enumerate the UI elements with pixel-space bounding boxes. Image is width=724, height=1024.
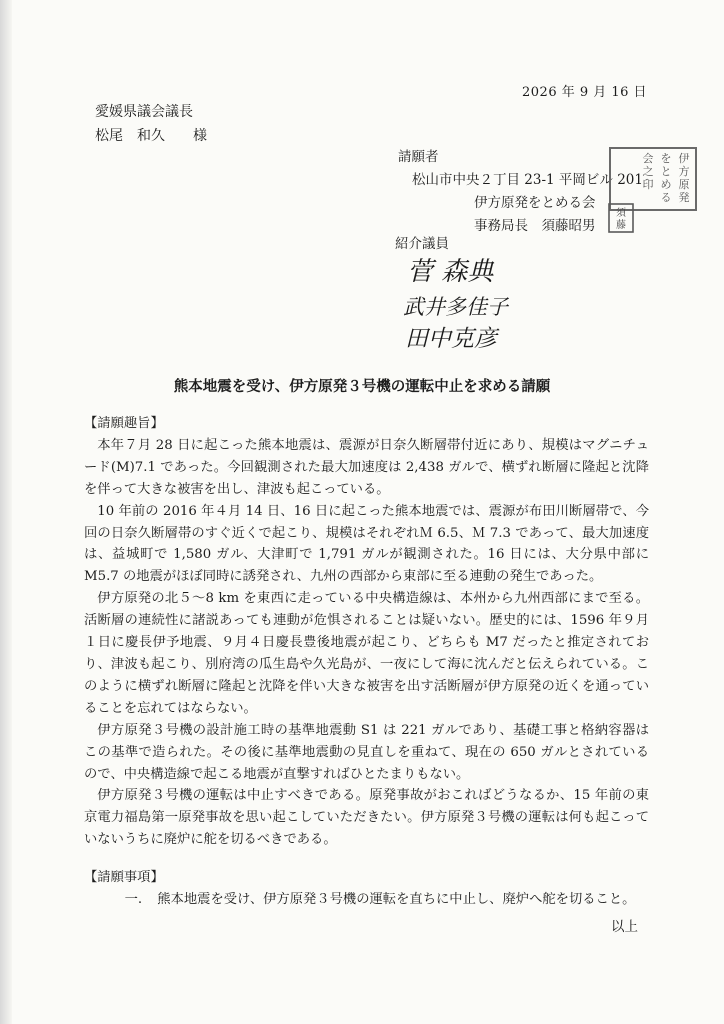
recipient-title: 愛媛県議会議長 [95,104,193,120]
document-date: 2026 年 9 月 16 日 [522,85,648,100]
signature-1: 菅 森典 [407,257,494,287]
svg-text:方: 方 [678,165,690,178]
petition-item [84,889,649,911]
svg-text:め: め [660,178,672,191]
petition-title: 熊本地震を受け、伊方原発３号機の運転中止を求める請願 [173,379,551,395]
svg-text:る: る [660,191,672,204]
handwritten-signatures [395,242,565,362]
items-heading: 【請願事項】 [84,870,164,886]
purpose-paragraph: 伊方原発３号機の運転は中止すべきである。原発事故がおこればどうなるか、15 年前の東京電力福島第一原発事故を思い起こしていただきたい。伊方原発３号機の運転は何も起こっていないうちに廃炉に舵を切るべきである。 [84,788,649,848]
item-number: 一. [124,892,143,908]
scan-edge-shadow [0,0,12,1024]
signature-2: 武井多佳子 [403,295,508,319]
purpose-paragraph: 伊方原発３号機の設計施工時の基準地震動 S1 は 221 ガルであり、基礎工事と格納容器はこの基準で造られた。その後に基準地震動の見直しを重ねて、現在の 650 ガルとされているので、中央構造線で起こる地震が直撃すればひとたまりもない。 [84,722,649,782]
petitioner-label: 請願者 [398,149,439,165]
introducer-label: 紹介議員 [395,236,449,252]
svg-text:藤: 藤 [616,220,626,231]
item-text: 熊本地震を受け、伊方原発３号機の運転を直ちに中止し、廃炉へ舵を切ること。 [157,892,636,908]
petition-body [84,413,649,911]
svg-text:発: 発 [678,191,690,204]
svg-text:須: 須 [616,208,626,219]
purpose-heading: 【請願趣旨】 [84,416,164,431]
svg-text:原: 原 [678,178,690,191]
petitioner-representative: 事務局長 須藤昭男 [474,218,596,234]
organization-seal [602,146,700,242]
signature-3: 田中克彦 [405,326,497,352]
introducer-block [395,232,508,352]
petitioner-address: 松山市中央２丁目 23-1 平岡ビル 201 [412,172,643,188]
recipient-name: 松尾 和久 様 [95,128,207,144]
svg-text:伊: 伊 [678,152,690,165]
svg-text:会: 会 [642,152,654,165]
recipient-block [95,100,207,148]
purpose-paragraph: 10 年前の 2016 年４月 14 日、16 日に起こった熊本地震では、震源が布田川断層帯で、今回の日奈久断層帯のすぐ近くで起こり、規模はそれぞれＭ 6.5、Ｍ 7.3 であって、最大加速度は、益城町で 1,580 ガル、大津町で 1,791 ガルが観測された。16 日には、大分県中部に M5.7 の地震がほぼ同時に誘発され、九州の西部から東部に至る連動の発生であった。 [84,503,649,585]
svg-text:と: と [660,165,672,178]
closing-mark: 以上 [611,919,638,935]
purpose-paragraph: 本年７月 28 日に起こった熊本地震は、震源が日奈久断層帯付近にあり、規模はマグニチュード(M)7.1 であった。今回観測された最大加速度は 2,438 ガルで、横ずれ断層に隆起と沈降を伴って大きな被害を出し、津波も起こっている。 [84,437,649,497]
purpose-paragraph: 伊方原発の北５～8 km を東西に走っている中央構造線は、本州から九州西部にまで至る。活断層の連続性に諸説あっても連動が危惧されることは疑いない。歴史的には、1596 年９月１日に慶長伊予地震、９月４日慶長豊後地震が起こり、どちらも M7 だったと推定されており、津波も起こり、別府湾の瓜生島や久光島が、一夜にして海に沈んだと伝えられている。このように横ずれ断層に隆起と沈降を伴い大きな被害を出す活断層が伊方原発の近くを通っていることを忘れてはならない。 [84,591,649,716]
svg-text:印: 印 [642,178,654,191]
svg-text:を: を [660,152,672,165]
svg-text:之: 之 [642,165,654,178]
petitioner-org: 伊方原発をとめる会 [474,195,596,211]
